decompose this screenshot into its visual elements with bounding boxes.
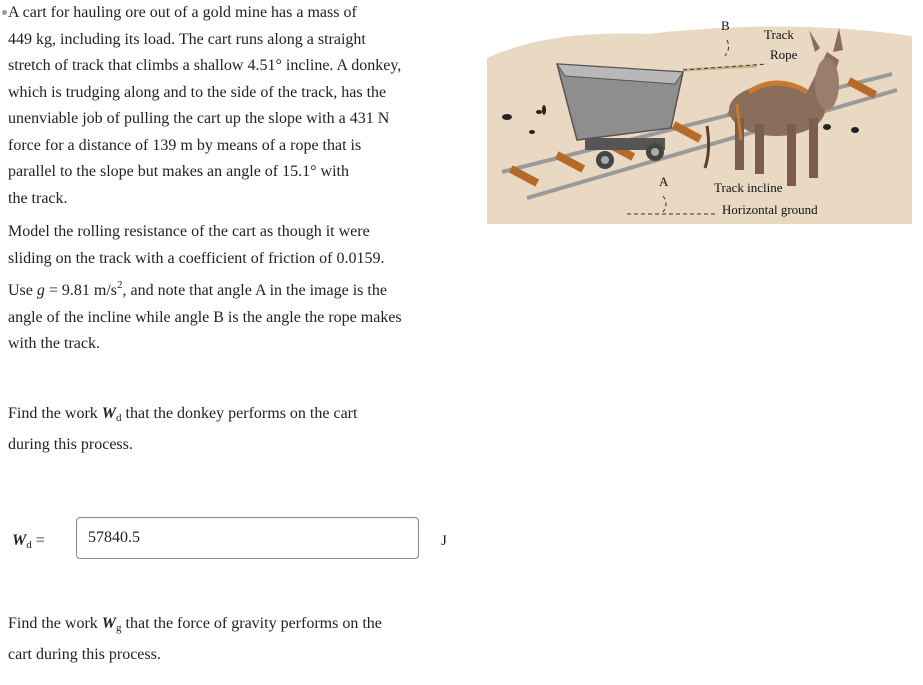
model-line: with the track. — [8, 335, 100, 352]
model-line: angle of the incline while angle B is the angle the rope makes — [8, 308, 402, 326]
label-rope: Rope — [770, 47, 798, 62]
intro-line: the track. — [8, 189, 68, 207]
g-symbol: g — [36, 282, 45, 299]
bullet-icon — [2, 10, 7, 15]
model-line: Use g = 9.81 $m/s^2$, and note that angle A in the image is the — [8, 279, 387, 299]
donkey-work-input[interactable] — [76, 517, 419, 559]
intro-line: force for a distance of 139 m by means of a rope that is — [8, 136, 362, 154]
ground — [487, 26, 912, 224]
model-line: Model the rolling resistance of the cart as though it were — [8, 223, 370, 240]
answer-label: $W_d$ = — [12, 532, 45, 551]
problem-intro — [8, 0, 458, 212]
label-horizontal-ground: Horizontal ground — [722, 202, 818, 217]
question-gravity-work: Find the work $W_g$ that the force of gravity performs on the cart during this process. — [8, 615, 382, 663]
cart-donkey-figure — [487, 0, 912, 224]
intro-line: parallel to the slope but makes an angle of 15.1° with — [8, 163, 349, 180]
label-track: Track — [764, 27, 794, 42]
intro-line: A cart for hauling ore out of a gold mine has a mass of — [8, 4, 357, 21]
intro-line: 449 kg, including its load. The cart runs along a straight — [8, 30, 366, 48]
model-line: sliding on the track with a coefficient of friction of 0.0159. — [8, 249, 385, 267]
label-angle-b: B — [721, 18, 730, 33]
intro-line: which is trudging along and to the side of the track, has the — [8, 83, 387, 101]
intro-line: stretch of track that climbs a shallow 4.51° incline. A donkey, — [8, 57, 402, 74]
label-angle-a: A — [659, 174, 669, 189]
unit-label: J — [441, 533, 447, 549]
intro-line: unenviable job of pulling the cart up the slope with a 431 N — [8, 110, 390, 127]
figure-svg — [487, 0, 912, 224]
problem-model — [8, 219, 458, 358]
label-track-incline: Track incline — [714, 180, 783, 195]
question-donkey-work: Find the work $W_d$ that the donkey performs on the cart during this process. — [8, 405, 358, 453]
